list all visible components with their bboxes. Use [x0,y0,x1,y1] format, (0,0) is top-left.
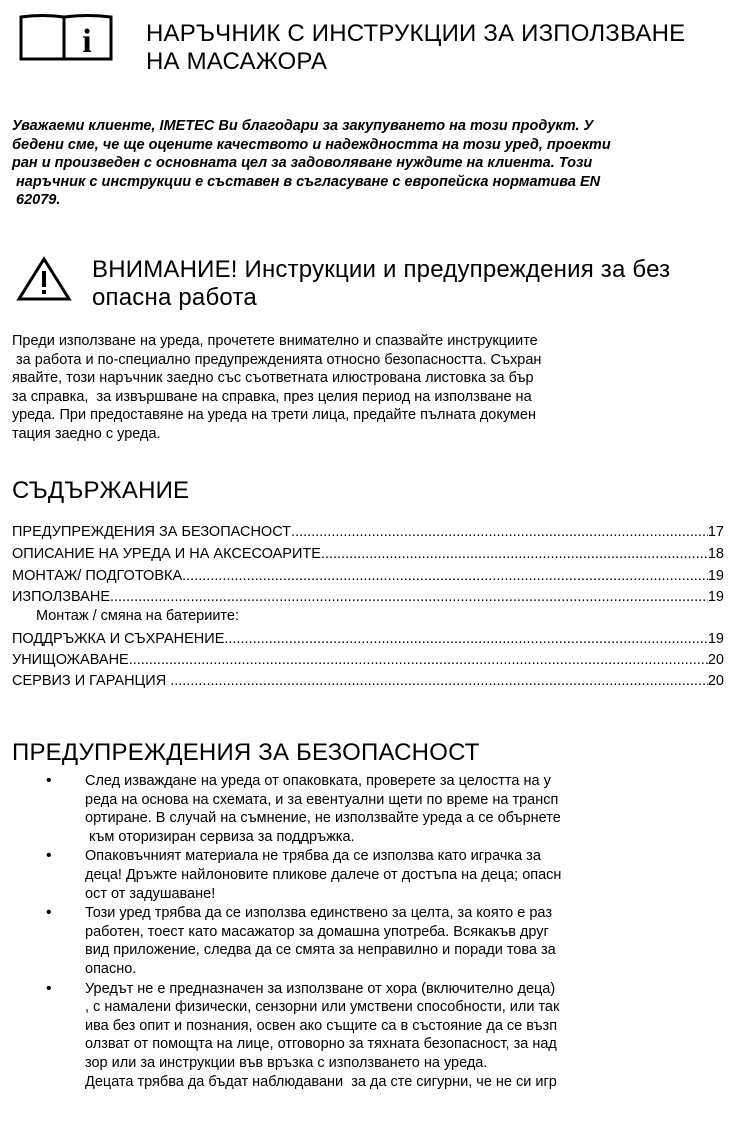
warning-paragraph [12,332,734,444]
list-item-line: олзват от помощта на лице, отговорно за тяхната безопасност, за над [85,1036,557,1053]
list-item-line: Този уред трябва да се използва единствено за целта, за която е раз [85,905,552,922]
safety-title: ПРЕДУПРЕЖДЕНИЯ ЗА БЕЗОПАСНОСТ [12,739,480,766]
toc-item-page: 20 [707,652,724,668]
warning-line: уреда. При предоставяне на уреда на трети лица, предайте пълната докумен [12,407,536,424]
info-book-icon [18,14,114,64]
intro-line: наръчник с инструкции е съставен в съгласуване с европейска норматива EN [12,173,601,190]
toc-leader [291,523,708,541]
list-item [0,772,711,846]
toc-leader [170,672,708,690]
toc-item-label: МОНТАЖ/ ПОДГОТОВКА [12,568,183,584]
list-item-line: ортиране. В случай на съмнение, не използвайте уреда а се обърнете [85,810,561,827]
warning-line: Преди използване на уреда, прочетете внимателно и спазвайте инструкциите [12,333,538,349]
toc-item[interactable] [12,567,724,585]
toc-item[interactable] [12,672,724,690]
toc-leader [129,651,708,669]
bullet-icon: • [46,847,52,865]
list-item-line: реда на основа на схемата, и за евентуални щети по време на трансп [85,791,559,808]
list-item-line: вид приложение, следва да се смята за неправилно и поради това за [85,942,556,959]
toc-item-label: ПРЕДУПРЕЖДЕНИЯ ЗА БЕЗОПАСНОСТ [12,524,292,540]
warning-line: за справка, за извършване на справка, през целия период на използване на [12,388,532,405]
toc-item-label: УНИЩОЖАВАНЕ [12,652,129,668]
list-item-line: Децата трябва да бъдат наблюдавани за да сте сигурни, че не си игр [85,1073,557,1090]
list-item [0,847,711,903]
toc-item-label: СЕРВИЗ И ГАРАНЦИЯ [12,673,171,689]
intro-line: бедени сме, че ще оцените качеството и надеждността на този уред, проекти [12,136,611,153]
toc-leader [321,545,708,563]
list-item [0,980,711,1092]
intro-line: Уважаеми клиенте, IMETEC Ви благодари за закупуването на този продукт. У [12,118,594,134]
svg-text:i: i [82,23,92,60]
toc-item[interactable] [12,651,724,669]
list-item-line: към оторизиран сервиза за поддръжка. [85,828,355,845]
intro-paragraph [12,117,732,210]
toc-title: СЪДЪРЖАНИЕ [12,477,190,504]
toc-item[interactable] [12,545,724,563]
list-item-line: ост от задушаване! [85,885,216,902]
warning-title-line1: ВНИМАНИЕ! Инструкции и предупреждения за без [92,256,671,283]
warning-triangle-icon [16,256,72,302]
toc-item-label: ПОДДРЪЖКА И СЪХРАНЕНИЕ [12,631,225,647]
page-title [146,20,685,76]
toc-leader [182,567,708,585]
toc-leader [110,588,708,606]
list-item-line: работен, тоест като масажатор за домашна употреба. Всякакъв друг [85,923,549,940]
toc-item[interactable] [12,588,724,606]
page-title-line2: НА МАСАЖОРА [146,48,328,75]
page-title-line1: НАРЪЧНИК С ИНСТРУКЦИИ ЗА ИЗПОЛЗВАНЕ [146,20,686,47]
bullet-icon: • [46,904,52,922]
list-item-line: зор или за инструкции във връзка с използването на уреда. [85,1054,488,1071]
list-item-line: Опаковъчният материала не трябва да се използва като играчка за [85,848,541,865]
toc-item-page: 19 [707,568,724,584]
toc-item-page: 18 [707,546,724,562]
warning-line: явайте, този наръчник заедно със съответната илюстрована листовка за бър [12,370,534,387]
warning-line: тация заедно с уреда. [12,425,161,442]
list-item-line: Уредът не е предназначен за използване от хора (включително деца) [85,980,556,997]
toc-item-page: 20 [707,673,724,689]
list-item-line: След изваждане на уреда от опаковката, проверете за целостта на у [85,773,551,789]
toc-subitem: Монтаж / смяна на батериите: [36,608,240,624]
warning-title-line2: опасна работа [92,284,257,311]
bullet-icon: • [46,979,52,997]
list-item-line: ива без опит и познания, освен ако същите са в състояние да се възп [85,1017,558,1034]
toc-item-page: 19 [707,589,724,605]
safety-list [0,772,741,1092]
toc-item[interactable] [12,630,724,648]
list-item-line: опасно. [85,960,137,977]
list-item [0,904,711,978]
intro-line: 62079. [12,192,61,209]
list-item-line: деца! Дръжте найлоновите пликове далече от достъпа на деца; опасн [85,866,562,883]
toc-item-label: ИЗПОЛЗВАНЕ [12,589,110,605]
warning-line: за работа и по-специално предупрежденията относно безопасността. Съхран [12,351,542,368]
toc-item-page: 17 [707,524,724,540]
toc-item-label: ОПИСАНИЕ НА УРЕДА И НА АКСЕСОАРИТЕ [12,546,321,562]
warning-title [92,256,670,312]
bullet-icon: • [46,772,52,789]
toc-item-page: 19 [707,631,724,647]
toc-leader [224,630,707,648]
list-item-line: , с намалени физически, сензорни или умствени способности, или так [85,999,560,1016]
toc-item[interactable] [12,523,724,541]
intro-line: ран и произведен с основната цел за задоволяване нуждите на клиента. Този [12,155,593,172]
